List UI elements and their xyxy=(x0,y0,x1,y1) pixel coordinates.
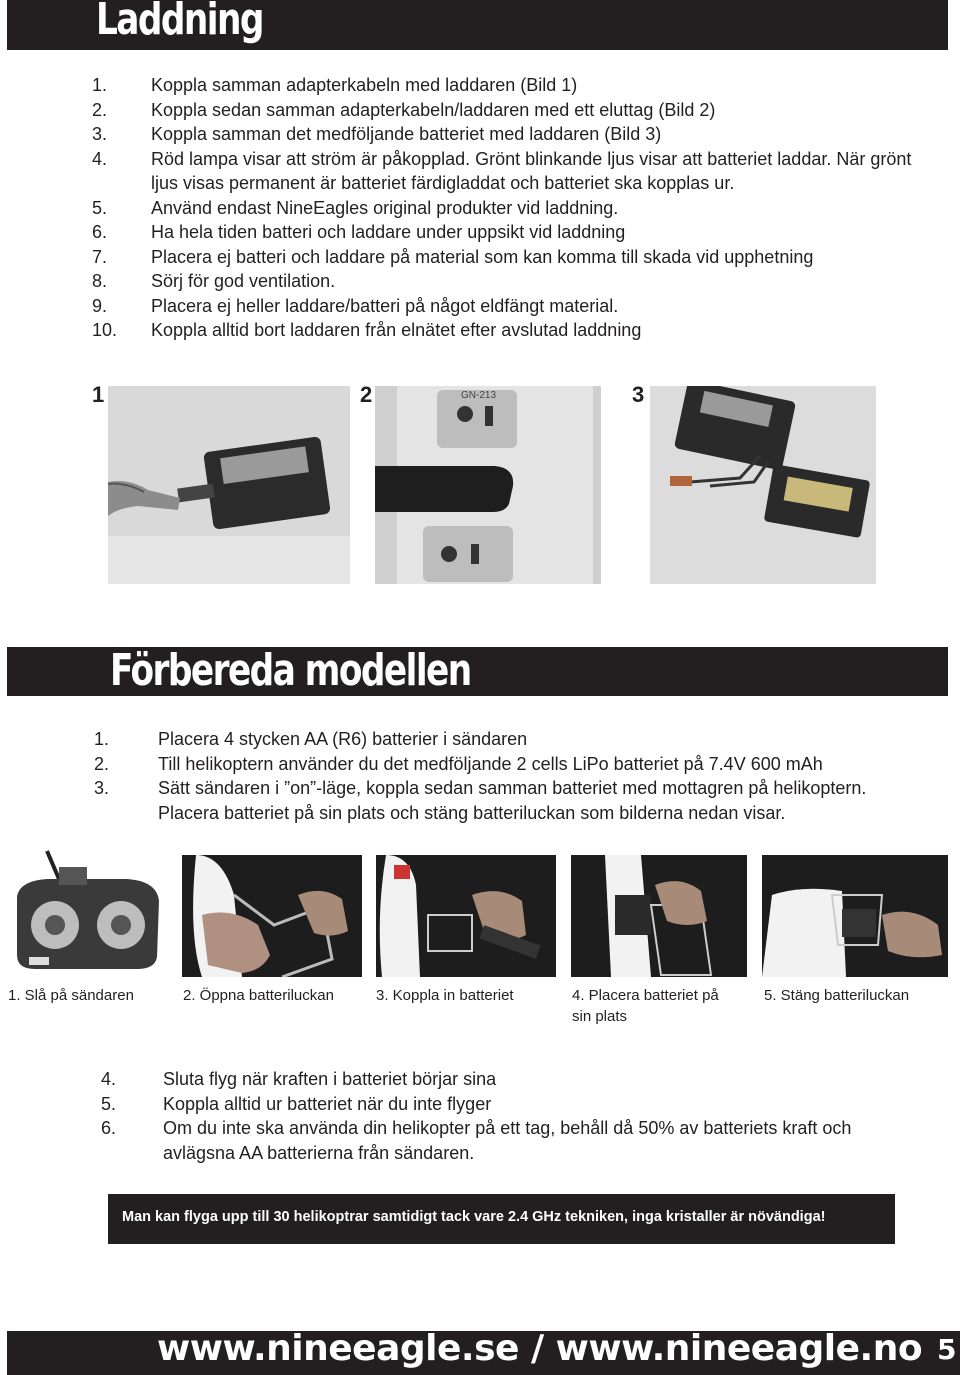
prepare-steps-list xyxy=(94,727,914,825)
photo-transmitter xyxy=(7,845,167,975)
socket-label: GN-213 xyxy=(461,390,497,401)
list-item: 7. Placera ej batteri och laddare på material som kan komma till skada vid upphetning xyxy=(92,246,814,267)
section-title-charging: Laddning xyxy=(96,0,263,45)
caption-step-2: 2. Öppna batteriluckan xyxy=(183,987,334,1004)
photo-wall-socket xyxy=(375,386,601,584)
section-header-prepare xyxy=(7,647,948,696)
photo-connect-battery xyxy=(376,855,556,977)
list-item: 6. Om du inte ska använda din helikopter på ett tag, behåll då 50% av batteriets kraft och avlägsna AA batterierna från sändaren. xyxy=(101,1118,852,1163)
notice-box: Man kan flyga upp till 30 helikoptrar samtidigt tack vare 2.4 GHz tekniken, inga kristaller är növändiga! xyxy=(108,1194,895,1244)
list-item: 10. Koppla alltid bort laddaren från elnätet efter avslutad laddning xyxy=(92,320,642,340)
footer-website-url: www.nineeagle.se / www.nineeagle.no xyxy=(157,1328,923,1369)
list-item: 5. Använd endast NineEagles original produkter vid laddning. xyxy=(92,197,619,218)
photo-number-2: 2 xyxy=(360,382,373,407)
list-item: 8. Sörj för god ventilation. xyxy=(92,271,336,291)
list-item: 4. Röd lampa visar att ström är påkopplad. Grönt blinkande ljus visar att batteriet laddar. När grönt ljus visas permanent är batteriet färdigladdat och batteriet ska kopplas ur. xyxy=(92,148,912,193)
charging-steps-list xyxy=(92,73,922,343)
section-title-prepare: Förbereda modellen xyxy=(110,645,471,696)
photo-battery-charger xyxy=(650,386,876,584)
photo-number-3: 3 xyxy=(632,382,645,407)
list-item: 1. Koppla samman adapterkabeln med laddaren (Bild 1) xyxy=(92,75,578,95)
list-item: 3. Koppla samman det medföljande batteriet med laddaren (Bild 3) xyxy=(92,124,662,144)
photo-close-battery-hatch xyxy=(762,855,948,977)
photo-charger-adapter xyxy=(108,386,350,584)
flight-steps-list xyxy=(101,1067,901,1165)
section-header-charging xyxy=(7,0,948,50)
list-item: 9. Placera ej heller laddare/batteri på något eldfängt material. xyxy=(92,295,619,316)
page-number: 5 xyxy=(937,1333,957,1366)
list-item: 4. Sluta flyg när kraften i batteriet börjar sina xyxy=(101,1069,497,1089)
footer-bar xyxy=(7,1328,960,1375)
caption-step-5: 5. Stäng batteriluckan xyxy=(764,987,910,1004)
list-item: 2. Koppla sedan samman adapterkabeln/laddaren med ett eluttag (Bild 2) xyxy=(92,99,716,120)
list-item: 5. Koppla alltid ur batteriet när du inte flyger xyxy=(101,1093,492,1114)
photo-place-battery xyxy=(571,855,747,977)
photo-number-1: 1 xyxy=(92,382,105,407)
caption-step-4: 4. Placera batteriet på sin plats xyxy=(572,987,719,1025)
caption-step-3: 3. Koppla in batteriet xyxy=(376,987,514,1004)
caption-step-1: 1. Slå på sändaren xyxy=(8,987,134,1004)
list-item: 1. Placera 4 stycken AA (R6) batterier i sändaren xyxy=(94,729,528,749)
list-item: 2. Till helikoptern använder du det medföljande 2 cells LiPo batteriet på 7.4V 600 mAh xyxy=(94,753,823,774)
list-item: 3. Sätt sändaren i ”on”-läge, koppla sedan samman batteriet med mottagren på helikoptern. Placera batteriet på sin plats och stäng batteriluckan som bilderna nedan visar. xyxy=(94,778,867,823)
list-item: 6. Ha hela tiden batteri och laddare under uppsikt vid laddning xyxy=(92,222,626,242)
photo-open-battery-hatch xyxy=(182,855,362,977)
